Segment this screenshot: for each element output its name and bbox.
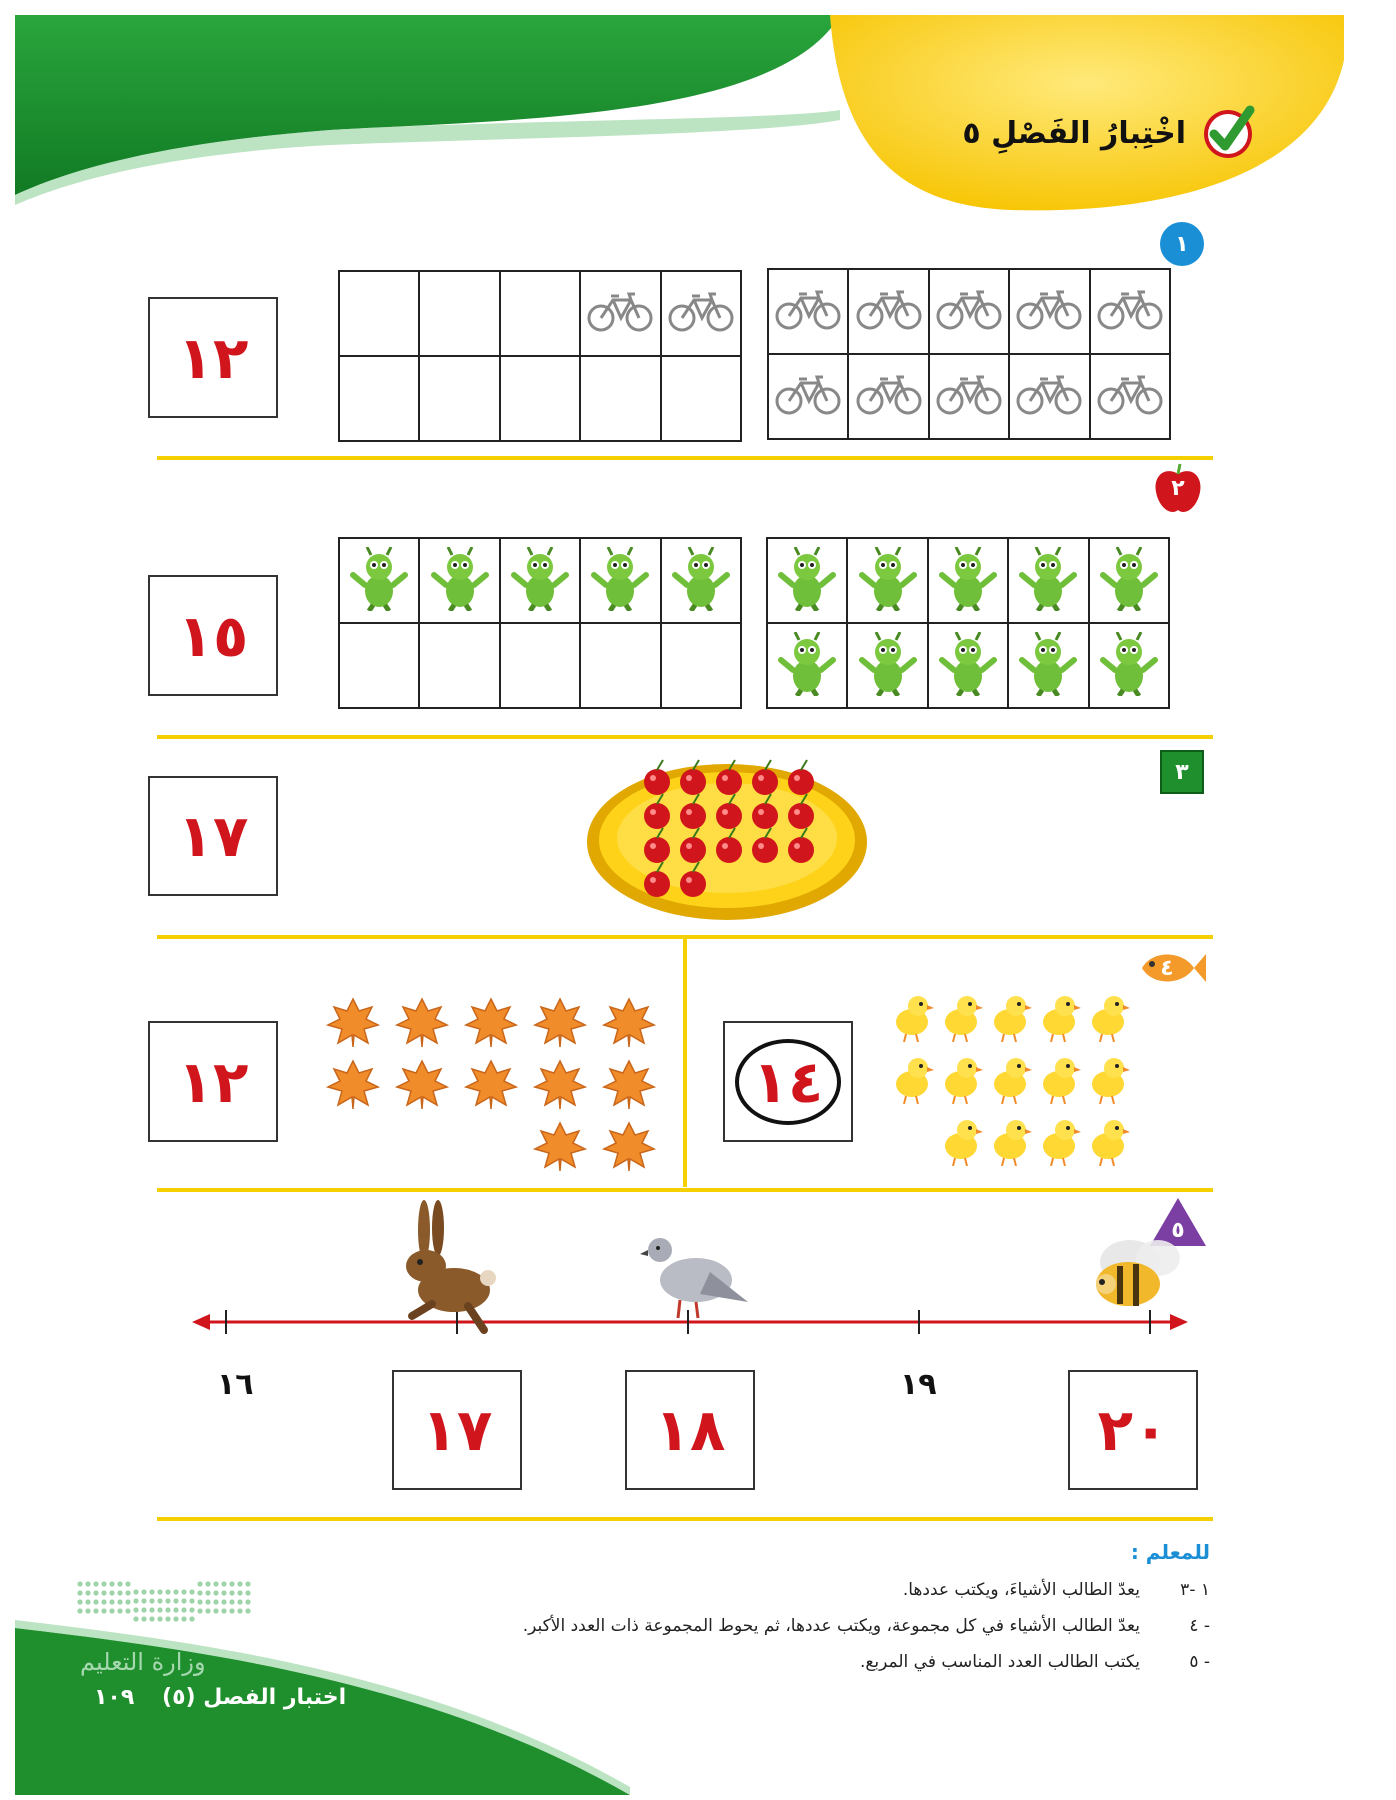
ten-frame-cell <box>581 357 659 440</box>
ten-frame-cell <box>930 355 1008 438</box>
bicycle-icon <box>1016 288 1082 336</box>
ten-frame-cell <box>340 272 418 355</box>
chick-icon <box>988 990 1032 1046</box>
chick-icon <box>939 990 983 1046</box>
chick-icon <box>890 1052 934 1108</box>
chick-icon <box>939 1114 983 1170</box>
question-5-number: ٥ <box>1171 1217 1185 1243</box>
bicycle-icon <box>775 288 841 336</box>
question-4-number: ٤ <box>1160 955 1174 981</box>
alien-icon <box>671 547 731 615</box>
bicycle-icon <box>1016 373 1082 421</box>
ten-frame-cell <box>581 624 659 707</box>
ten-frame-cell <box>768 624 846 707</box>
bicycle-icon <box>587 290 653 338</box>
ten-frame-cell <box>1091 355 1169 438</box>
number-line-label-16: ١٦ <box>217 1367 254 1402</box>
q5-answer-18: ١٨ <box>654 1396 726 1464</box>
ten-frame-cell <box>769 355 847 438</box>
ministry-logo-icon <box>74 1578 254 1628</box>
alien-icon <box>858 547 918 615</box>
q4-leaves-group <box>320 985 670 1170</box>
q1-answer: ١٢ <box>177 323 249 392</box>
q2-answer: ١٥ <box>177 601 249 670</box>
alien-icon <box>858 632 918 700</box>
chick-icon <box>939 1052 983 1108</box>
teacher-note-1-number: ١ -٣ <box>1180 1580 1210 1600</box>
leaf-icon <box>464 1057 518 1115</box>
ten-frame-cell <box>1010 270 1088 353</box>
divider <box>157 456 1213 460</box>
cherry-icon <box>752 760 778 795</box>
page-number: ١٠٩ <box>94 1685 135 1710</box>
bicycle-icon <box>856 288 922 336</box>
q2-ten-frame-right <box>766 537 1170 709</box>
ten-frame-cell <box>769 270 847 353</box>
divider <box>157 1188 1213 1192</box>
page-title: اخْتِبارُ الفَصْلِ ٥ <box>962 116 1186 151</box>
ten-frame-cell <box>1009 539 1087 622</box>
header-banner <box>0 0 1396 230</box>
bicycle-icon <box>936 373 1002 421</box>
ten-frame-cell <box>501 272 579 355</box>
teacher-note-2-text: يعدّ الطالب الأشياء في كل مجموعة، ويكتب عددها، ثم يحوط المجموعة ذات العدد الأكبر. <box>522 1616 1140 1636</box>
q5-answer-box-18[interactable] <box>625 1370 755 1490</box>
alien-icon <box>938 632 998 700</box>
divider <box>157 1517 1213 1521</box>
question-3-badge <box>1160 750 1204 794</box>
ten-frame-cell <box>849 355 927 438</box>
chick-icon <box>1037 990 1081 1046</box>
alien-icon <box>349 547 409 615</box>
q5-answer-17: ١٧ <box>421 1396 493 1464</box>
cherry-icon <box>788 760 814 795</box>
q3-answer-box[interactable] <box>148 776 278 896</box>
ten-frame-cell <box>1091 270 1169 353</box>
ten-frame-cell <box>501 624 579 707</box>
leaf-icon <box>395 1057 449 1115</box>
ten-frame-cell <box>662 624 740 707</box>
alien-icon <box>1018 547 1078 615</box>
q5-answer-box-20[interactable] <box>1068 1370 1198 1490</box>
ten-frame-cell <box>768 539 846 622</box>
ten-frame-cell <box>929 539 1007 622</box>
ten-frame-cell <box>1090 624 1168 707</box>
ten-frame-cell <box>1009 624 1087 707</box>
q5-answer-20: ٢٠ <box>1097 1396 1169 1464</box>
ten-frame-cell <box>662 357 740 440</box>
ten-frame-cell <box>849 270 927 353</box>
teacher-note-2-number: ٤ - <box>1189 1616 1210 1636</box>
ten-frame-cell <box>420 539 498 622</box>
ten-frame-cell <box>501 357 579 440</box>
footer-banner <box>0 1620 640 1800</box>
q4-right-answer-box[interactable] <box>723 1021 853 1142</box>
q4-right-answer: ١٤ <box>752 1047 824 1116</box>
teacher-notes-heading: للمعلم : <box>1130 1540 1210 1564</box>
q3-answer: ١٧ <box>177 802 249 870</box>
q5-answer-box-17[interactable] <box>392 1370 522 1490</box>
teacher-note-3-text: يكتب الطالب العدد المناسب في المربع. <box>859 1652 1140 1672</box>
question-1-number: ١ <box>1175 231 1189 257</box>
ten-frame-cell <box>340 624 418 707</box>
ten-frame-cell <box>662 272 740 355</box>
bicycle-icon <box>1097 373 1163 421</box>
question-4-badge <box>1138 946 1208 990</box>
bee-icon <box>1090 1236 1186 1310</box>
alien-icon <box>1099 547 1159 615</box>
chick-icon <box>1086 990 1130 1046</box>
leaf-icon <box>533 995 587 1053</box>
alien-icon <box>590 547 650 615</box>
ten-frame-cell <box>581 272 659 355</box>
question-2-badge <box>1156 466 1200 510</box>
leaf-icon <box>326 995 380 1053</box>
leaf-icon <box>533 1057 587 1115</box>
ten-frame-cell <box>1090 539 1168 622</box>
chick-icon <box>1086 1114 1130 1170</box>
q4-left-answer-box[interactable] <box>148 1021 278 1142</box>
ten-frame-cell <box>420 624 498 707</box>
divider <box>157 735 1213 739</box>
chick-icon <box>1086 1052 1130 1108</box>
leaf-icon <box>395 995 449 1053</box>
circled-answer <box>735 1039 841 1125</box>
ten-frame-cell <box>848 539 926 622</box>
ten-frame-cell <box>340 539 418 622</box>
ten-frame-cell <box>848 624 926 707</box>
question-1-badge <box>1160 222 1204 266</box>
leaf-icon <box>602 1057 656 1115</box>
q2-ten-frame-left <box>338 537 742 709</box>
bicycle-icon <box>856 373 922 421</box>
ten-frame-cell <box>501 539 579 622</box>
ten-frame-cell <box>581 539 659 622</box>
leaf-icon <box>464 995 518 1053</box>
bicycle-icon <box>775 373 841 421</box>
ten-frame-cell <box>420 357 498 440</box>
alien-icon <box>777 632 837 700</box>
leaf-icon <box>602 995 656 1053</box>
cherry-plate <box>585 752 870 924</box>
ten-frame-cell <box>929 624 1007 707</box>
bicycle-icon <box>936 288 1002 336</box>
leaf-icon <box>326 1057 380 1115</box>
q1-ten-frame-right <box>767 268 1171 440</box>
chick-icon <box>988 1052 1032 1108</box>
bicycle-icon <box>1097 288 1163 336</box>
alien-icon <box>777 547 837 615</box>
q1-answer-box[interactable] <box>148 297 278 418</box>
footer-chapter-title: اختبار الفصل (٥) <box>162 1685 347 1710</box>
alien-icon <box>1018 632 1078 700</box>
alien-icon <box>510 547 570 615</box>
bicycle-icon <box>668 290 734 338</box>
pigeon-icon <box>640 1222 750 1322</box>
q2-answer-box[interactable] <box>148 575 278 696</box>
leaf-icon <box>602 1119 656 1177</box>
leaf-icon <box>533 1119 587 1177</box>
alien-icon <box>1099 632 1159 700</box>
q4-vertical-divider <box>683 937 687 1187</box>
q1-ten-frame-left <box>338 270 742 442</box>
q4-left-answer: ١٢ <box>177 1047 249 1116</box>
chick-icon <box>988 1114 1032 1170</box>
q4-chicks-group <box>890 985 1140 1170</box>
ten-frame-cell <box>420 272 498 355</box>
ten-frame-cell <box>1010 355 1088 438</box>
teacher-note-3-number: ٥ - <box>1189 1652 1210 1672</box>
question-2-number: ٢ <box>1171 475 1185 501</box>
question-3-number: ٣ <box>1175 759 1189 785</box>
checkmark-icon <box>1196 100 1260 164</box>
ten-frame-cell <box>930 270 1008 353</box>
alien-icon <box>430 547 490 615</box>
cherry-icon <box>644 760 670 795</box>
ministry-name: وزارة التعليم <box>80 1648 206 1676</box>
rabbit-icon <box>392 1200 502 1340</box>
chick-icon <box>890 990 934 1046</box>
number-line-label-19: ١٩ <box>900 1367 937 1402</box>
chick-icon <box>1037 1114 1081 1170</box>
alien-icon <box>938 547 998 615</box>
chick-icon <box>1037 1052 1081 1108</box>
teacher-note-1-text: يعدّ الطالب الأشياءَ، ويكتب عددها. <box>902 1580 1140 1600</box>
ten-frame-cell <box>340 357 418 440</box>
ten-frame-cell <box>662 539 740 622</box>
